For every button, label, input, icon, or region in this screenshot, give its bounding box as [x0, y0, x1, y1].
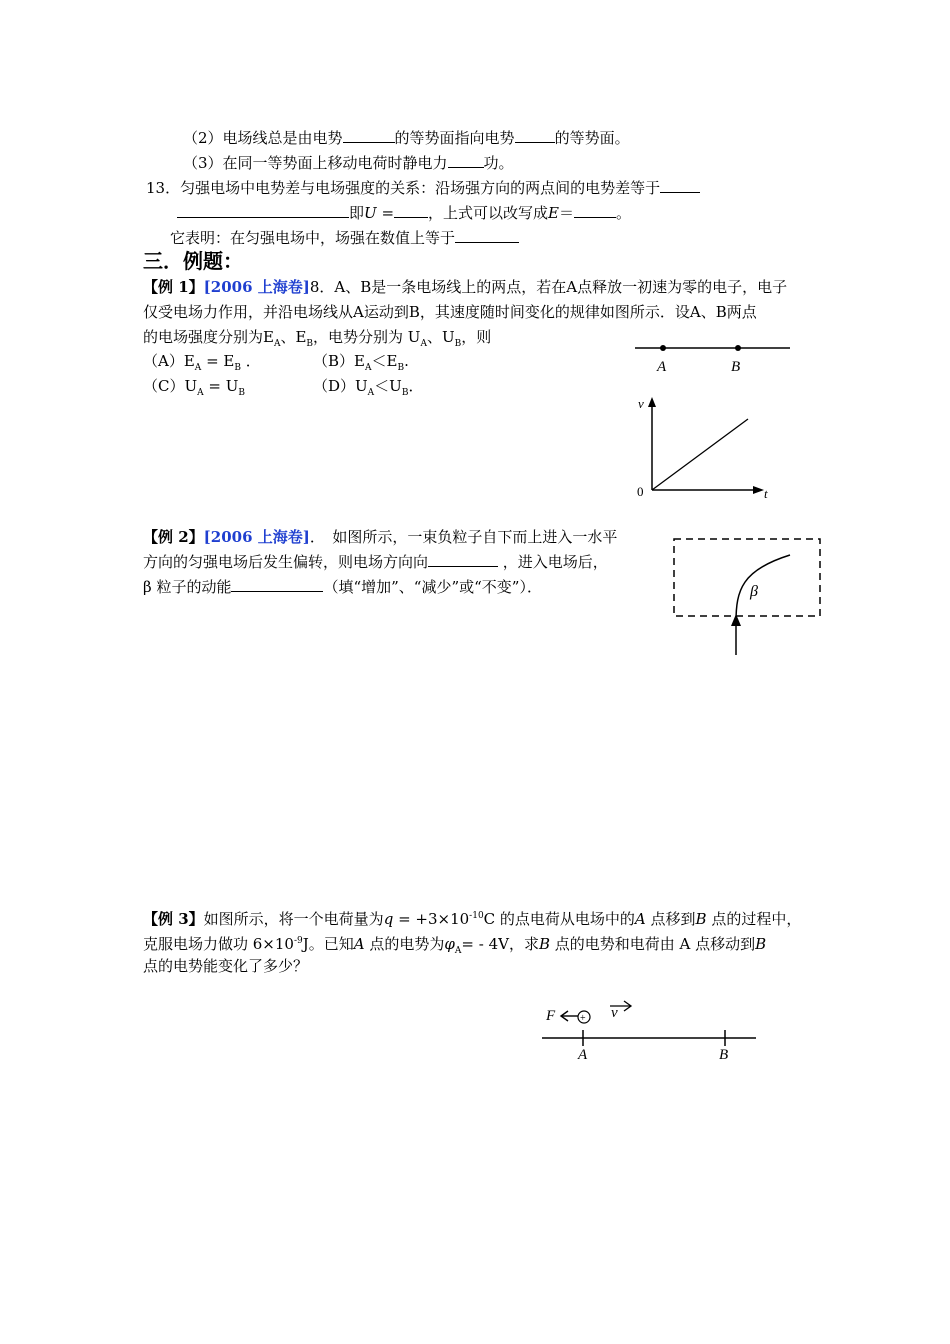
- example-1-line2: [143, 302, 757, 322]
- example-3-text2a: 克服电场力做功 6×10: [143, 935, 294, 953]
- symbol-b: B: [755, 935, 767, 953]
- example-3-line3: [143, 956, 308, 976]
- item-2-prefix: （2）电场线总是由电势: [183, 129, 343, 147]
- blank-field[interactable]: [394, 203, 428, 218]
- example-1-text1: 8．A、B是一条电场线上的两点，若在A点释放一初速为零的电子，电子: [309, 278, 788, 296]
- item-13-line2: [177, 203, 631, 223]
- beta-label: β: [750, 583, 758, 600]
- example-1-vt-graph: [628, 392, 788, 507]
- example-1-text3: 的电场强度分别为E: [143, 328, 274, 346]
- example-1-source: [2006 上海卷]: [203, 278, 310, 296]
- example-3-text2b: J。已知: [302, 935, 354, 953]
- option-a-label: （A）E: [143, 352, 195, 370]
- label-b: B: [731, 359, 741, 375]
- symbol-b: B: [695, 910, 707, 928]
- example-3-charge-figure: [538, 996, 763, 1066]
- example-1-option-c[interactable]: $(C)U_A = U_B$: [143, 377, 245, 398]
- symbol-phi: φ: [444, 935, 455, 953]
- example-2-line3: [143, 577, 542, 597]
- example-2-text2a: 方向的匀强电场后发生偏转，则电场方向向: [143, 553, 429, 571]
- item-13-end: 。: [616, 204, 632, 222]
- blank-field[interactable]: [515, 128, 555, 143]
- symbol-b: B: [538, 935, 550, 953]
- example-3-text1b: = +3×10: [393, 910, 470, 928]
- example-2-line2: [143, 552, 608, 572]
- example-3-line1: [143, 906, 801, 929]
- option-c-label: （C）U: [143, 377, 198, 395]
- example-3-text1e: 点的过程中，: [706, 910, 802, 928]
- example-1-line1: [143, 277, 787, 297]
- symbol-a: A: [353, 935, 365, 953]
- equals-sign-2: ＝: [558, 204, 574, 222]
- example-3-text1c: C 的点电荷从电场中的: [483, 910, 635, 928]
- item-13-conclusion: 它表明：在匀强电场中，场强在数值上等于: [170, 229, 456, 247]
- origin-label: 0: [637, 484, 644, 499]
- symbol-U: U: [364, 204, 377, 222]
- velocity-v-label: v: [611, 1005, 618, 1021]
- force-f-label: F: [546, 1008, 556, 1024]
- point-a-label: A: [578, 1047, 588, 1063]
- item-3-line: [183, 153, 514, 173]
- example-3-text3: 点的电势能变化了多少？: [143, 957, 309, 975]
- item-13-line3: [170, 228, 519, 248]
- example-2-source: [2006 上海卷]: [203, 528, 310, 546]
- axis-v-label: v: [638, 396, 644, 411]
- example-2-line1: [143, 527, 617, 547]
- subscript-a: A: [454, 946, 462, 956]
- symbol-q: q: [383, 910, 394, 928]
- item-13-ji: 即: [349, 204, 365, 222]
- example-2-text1: ． 如图所示，一束负粒子自下而上进入一水平: [309, 528, 618, 546]
- example-2-text2b: ，进入电场后，: [502, 553, 608, 571]
- example-1-line3: 的电场强度分别为$E_A$、$E_B$，电势分别为 $U_A$、$U_B$，则: [143, 328, 492, 349]
- example-3-text1: 如图所示，将一个电荷量为: [203, 910, 384, 928]
- equals-sign: =: [376, 204, 395, 222]
- exponent-2: -9: [293, 936, 303, 946]
- symbol-E: E: [548, 204, 559, 222]
- example-2-text3a: β 粒子的动能: [143, 578, 232, 596]
- item-3-prefix: （3）在同一等势面上移动电荷时静电力: [183, 154, 448, 172]
- option-b-label: （B）E: [313, 352, 365, 370]
- item-13-after: ，上式可以改写成: [428, 204, 549, 222]
- blank-field[interactable]: [231, 577, 323, 592]
- label-a: A: [657, 359, 667, 375]
- example-1-option-d[interactable]: $(D)U_A<U_B$．: [313, 377, 424, 398]
- example-3-text2e: 点的电势和电荷由 A 点移动到: [550, 935, 756, 953]
- item-3-suffix: 功。: [483, 154, 514, 172]
- item-2-suffix: 的等势面。: [554, 129, 630, 147]
- blank-field[interactable]: [177, 203, 349, 218]
- item-2-line: [183, 128, 630, 148]
- section-heading: 三．例题：: [143, 249, 243, 273]
- item-13-text: 13．匀强电场中电势差与电场强度的关系：沿场强方向的两点间的电势差等于: [146, 179, 661, 197]
- exponent-1: -10: [469, 911, 484, 921]
- example-3-tag: 【例 3】: [143, 910, 204, 928]
- example-3-text2c: 点的电势为: [364, 935, 445, 953]
- symbol-a: A: [634, 910, 646, 928]
- option-d-label: （D）U: [313, 377, 368, 395]
- blank-field[interactable]: [428, 552, 498, 567]
- blank-field[interactable]: [455, 228, 519, 243]
- example-1-tag: 【例 1】: [143, 278, 204, 296]
- example-1-option-b[interactable]: $(B)E_A<E_B$.: [313, 352, 409, 373]
- blank-field[interactable]: [660, 178, 700, 193]
- example-1-text2: 仅受电场力作用，并沿电场线从A运动到B，其速度随时间变化的规律如图所示．设A、B两点: [143, 303, 757, 321]
- example-2-tag: 【例 2】: [143, 528, 204, 546]
- example-3-text2d: = - 4V，求: [461, 935, 539, 953]
- blank-field[interactable]: [343, 128, 395, 143]
- blank-field[interactable]: [448, 153, 484, 168]
- point-b-label: B: [719, 1047, 729, 1063]
- item-2-mid: 的等势面指向电势: [394, 129, 515, 147]
- charge-sign: +: [580, 1013, 586, 1024]
- example-3-text1d: 点移到: [645, 910, 696, 928]
- item-13-line1: [146, 178, 700, 198]
- blank-field[interactable]: [574, 203, 616, 218]
- example-2-text3b: （填“增加”、“减少”或“不变”）．: [323, 578, 542, 596]
- example-1-field-line-figure: [630, 335, 800, 380]
- example-2-deflection-figure: [662, 530, 832, 660]
- axis-t-label: t: [764, 486, 768, 501]
- example-1-option-a[interactable]: $(A)E_A = E_B$ ．: [143, 352, 261, 373]
